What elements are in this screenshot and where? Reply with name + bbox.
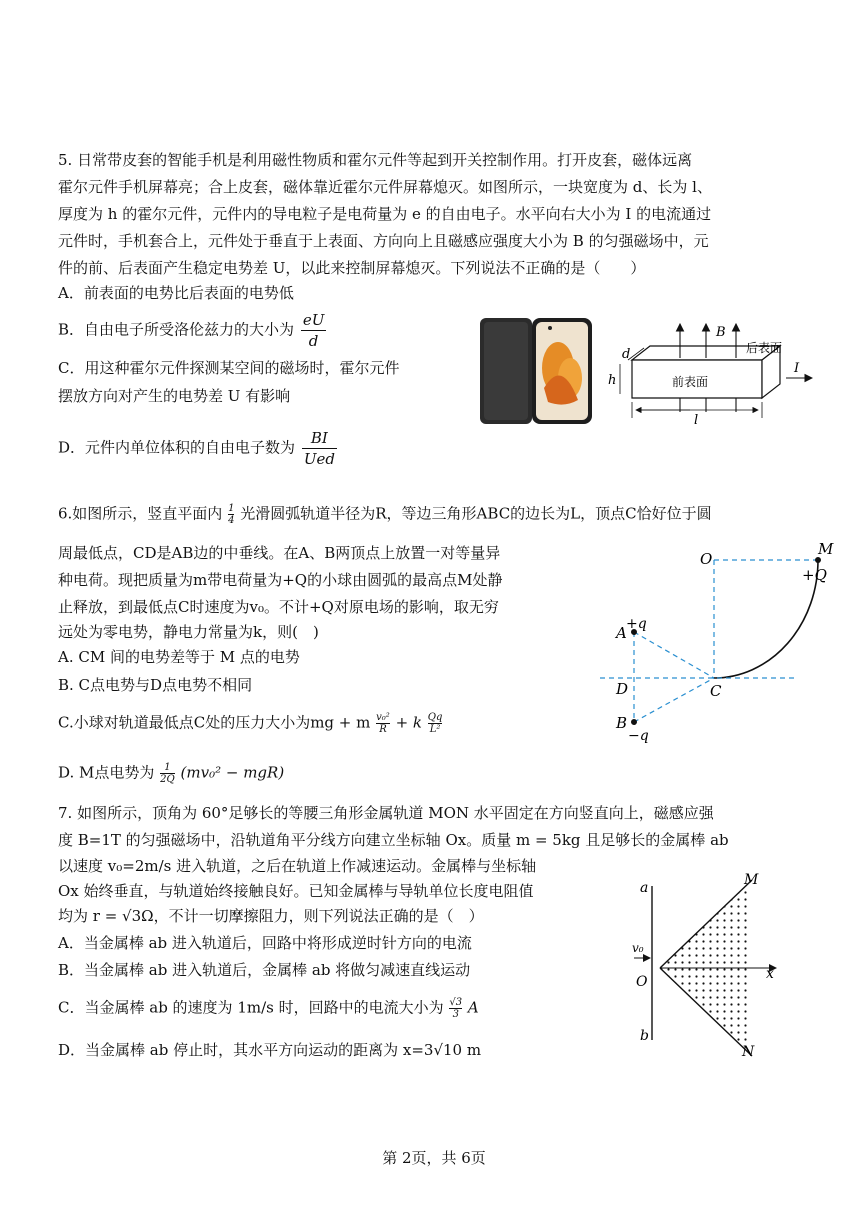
q5-stem-line-4: 元件时，手机套合上，元件处于垂直于上表面、方向向上且磁感应强度大小为 B 的匀强磁场中，元 <box>58 232 709 250</box>
rail-label-b: b <box>640 1028 649 1044</box>
rail-label-n: N <box>742 1044 755 1060</box>
arc-label-a: A <box>616 624 627 642</box>
arc-label-plus-q: +q <box>626 616 647 632</box>
q6-option-d-numerator: 1 <box>160 762 175 774</box>
q5-option-d-fraction <box>302 428 337 469</box>
hall-label-front-surface: 前表面 <box>672 375 709 389</box>
q5-stem-line-2: 霍尔元件手机屏幕亮；合上皮套，磁体靠近霍尔元件屏幕熄灭。如图所示，一块宽度为 d、长为 l、 <box>58 178 712 196</box>
arc-label-c: C <box>710 682 722 700</box>
hall-label-length: l <box>694 413 699 428</box>
q7-option-c <box>58 997 479 1020</box>
q6-stem-line-5: 远处为零电势，静电力常量为k，则( ) <box>58 623 319 641</box>
q6-option-c-fraction-2 <box>428 712 443 735</box>
q5-option-c-line-1: C．用这种霍尔元件探测某空间的磁场时，霍尔元件 <box>58 359 400 377</box>
q5-option-d <box>58 428 339 469</box>
q5-stem-line-3: 厚度为 h 的霍尔元件，元件内的导电粒子是电荷量为 e 的自由电子。水平向右大小为 I 的电流通过 <box>58 205 712 223</box>
q6-quarter-denominator: 4 <box>228 515 235 526</box>
q7-option-c-numerator: √3 <box>449 997 463 1008</box>
q6-option-a: A. CM 间的电势差等于 M 点的电势 <box>58 648 300 666</box>
hall-label-height: h <box>608 373 617 388</box>
q7-option-c-denominator: 3 <box>452 1009 459 1020</box>
q6-quarter-fraction <box>228 503 234 526</box>
phone-with-case-image <box>478 318 596 426</box>
q6-option-d-text: D. M点电势为 <box>58 763 155 782</box>
hall-label-current: I <box>794 361 800 376</box>
q5-option-b-numerator: eU <box>302 311 325 329</box>
q5-option-b <box>58 310 328 351</box>
q5-option-a: A．前表面的电势比后表面的电势低 <box>58 284 294 302</box>
q6-option-d-denominator: 2Q <box>160 774 175 785</box>
q5-stem-line-5: 件的前、后表面产生稳定电势差 U，以此来控制屏幕熄灭。下列说法不正确的是（ ） <box>58 259 646 277</box>
q7-stem-line-5: 均为 r = √3Ω，不计一切摩擦阻力，则下列说法正确的是（ ） <box>58 907 484 925</box>
q6-option-c-f1-numerator: v₀² <box>376 712 390 723</box>
q6-option-c-f2-denominator: L² <box>429 724 441 735</box>
q5-stem-line-1: 5. 日常带皮套的智能手机是利用磁性物质和霍尔元件等起到开关控制作用。打开皮套，磁体远离 <box>58 151 693 169</box>
q6-option-c <box>58 712 443 735</box>
rail-label-a: a <box>640 880 649 896</box>
rail-label-o: O <box>636 974 648 990</box>
arc-track-diagram <box>596 538 834 748</box>
arc-label-b: B <box>616 714 628 732</box>
q6-option-b: B. C点电势与D点电势不相同 <box>58 676 253 694</box>
hall-element-diagram <box>600 318 820 426</box>
q6-stem-line-2: 周最低点，CD是AB边的中垂线。在A、B两顶点上放置一对等量异 <box>58 544 501 562</box>
q7-option-c-fraction <box>449 997 462 1020</box>
q6-option-c-f2-numerator: Qq <box>427 712 443 723</box>
q7-stem-line-3: 以速度 v₀=2m/s 进入轨道，之后在轨道上作减速运动。金属棒与坐标轴 <box>58 857 537 875</box>
arc-label-o: O <box>700 550 713 568</box>
q6-option-d-suffix: (mv₀² − mgR) <box>180 763 285 782</box>
q5-option-c-line-2: 摆放方向对产生的电势差 U 有影响 <box>58 387 291 405</box>
q6-stem-line-4: 止释放，到最低点C时速度为v₀。不计+Q对原电场的影响，取无穷 <box>58 598 499 616</box>
q5-option-b-fraction <box>301 310 327 351</box>
q7-option-d: D．当金属棒 ab 停止时，其水平方向运动的距离为 x=3√10 m <box>58 1041 482 1059</box>
q6-quarter-numerator: 1 <box>228 503 235 514</box>
q7-stem-line-1: 7. 如图所示，顶角为 60°足够长的等腰三角形金属轨道 MON 水平固定在方向竖直向上，磁感应强 <box>58 804 714 822</box>
q6-option-d <box>58 762 284 785</box>
q7-option-a: A．当金属棒 ab 进入轨道后，回路中将形成逆时针方向的电流 <box>58 934 472 952</box>
q7-stem-line-4: Ox 始终垂直，与轨道始终接触良好。已知金属棒与导轨单位长度电阻值 <box>58 882 534 900</box>
rail-label-x: x <box>766 966 774 982</box>
q6-stem-line-1 <box>58 503 712 526</box>
rail-label-m: M <box>744 872 759 888</box>
q5-option-b-denominator: d <box>308 332 319 350</box>
hall-label-b: B <box>716 325 726 340</box>
arc-label-d: D <box>616 680 629 698</box>
q5-option-d-denominator: Ued <box>303 450 335 468</box>
q6-option-d-fraction <box>160 762 175 785</box>
q7-option-c-unit: A <box>467 998 479 1017</box>
q6-option-c-fraction-1 <box>376 712 390 735</box>
q6-stem-line-1-b: 光滑圆弧轨道半径为R，等边三角形ABC的边长为L，顶点C恰好位于圆 <box>240 504 712 523</box>
arc-label-minus-q: −q <box>628 728 649 744</box>
triangle-rail-diagram <box>630 868 786 1060</box>
q7-option-b: B．当金属棒 ab 进入轨道后，金属棒 ab 将做匀减速直线运动 <box>58 961 471 979</box>
q5-option-d-numerator: BI <box>302 428 337 449</box>
q6-option-c-mid: + k <box>395 713 423 732</box>
q6-option-c-text: C.小球对轨道最低点C处的压力大小为mg + m <box>58 713 371 732</box>
q6-stem-line-3: 种电荷。现把质量为m带电荷量为+Q的小球由圆弧的最高点M处静 <box>58 571 503 589</box>
page-footer: 第 2页，共 6页 <box>382 1149 486 1167</box>
q7-stem-line-2: 度 B=1T 的匀强磁场中，沿轨道角平分线方向建立坐标轴 Ox。质量 m = 5kg 且足够长的金属棒 ab <box>58 831 729 849</box>
arc-label-plus-big-q: +Q <box>802 566 827 584</box>
q5-option-b-text: B．自由电子所受洛伦兹力的大小为 <box>58 320 295 339</box>
q7-option-c-text: C．当金属棒 ab 的速度为 1m/s 时，回路中的电流大小为 <box>58 998 444 1017</box>
q6-stem-line-1-a: 6.如图所示，竖直平面内 <box>58 504 223 523</box>
q5-option-d-text: D．元件内单位体积的自由电子数为 <box>58 438 296 457</box>
q6-option-c-f1-denominator: R <box>379 724 387 735</box>
rail-label-v0: v₀ <box>632 941 644 955</box>
arc-label-m: M <box>818 540 834 558</box>
hall-label-back-surface: 后表面 <box>746 341 783 355</box>
hall-label-width: d <box>622 347 631 362</box>
